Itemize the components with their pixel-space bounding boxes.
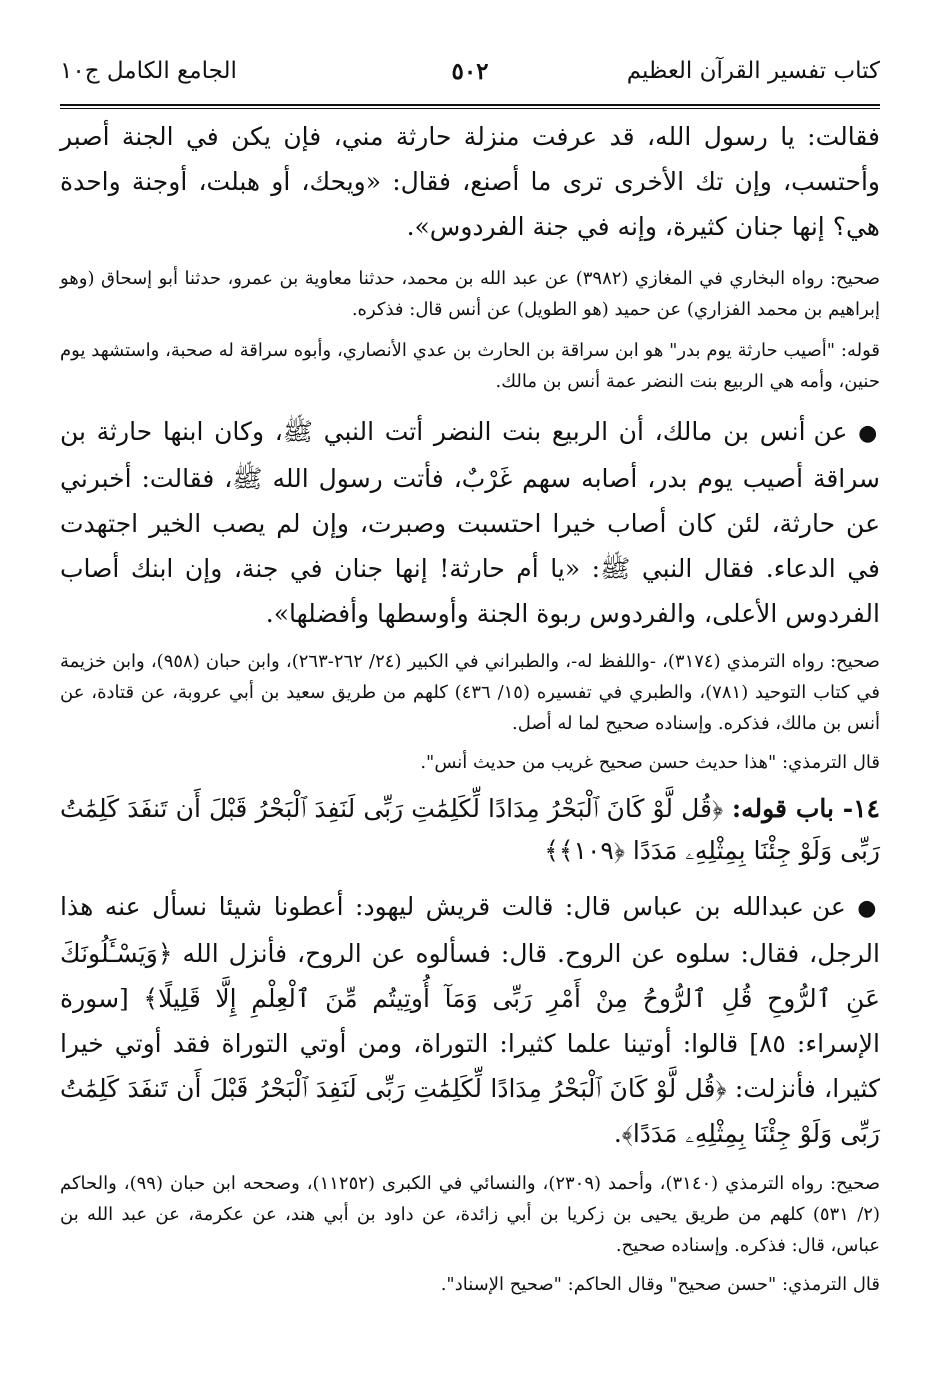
book-title: كتاب تفسير القرآن العظيم <box>626 58 880 84</box>
chapter-label: ١٤- باب قوله: <box>731 794 880 823</box>
tirmidhi-note: قال الترمذي: "حسن صحيح" وقال الحاكم: "صحيح الإسناد". <box>440 1274 880 1295</box>
hadith-text: عن أنس بن مالك، أن الربيع بنت النضر أتت النبي ﷺ، وكان ابنها حارثة بن سراقة أصيب يوم بدر، أصابه سهم غَرْبٌ، فأتت رسول الله ﷺ، فقالت: أخبرني عن حارثة، لئن كان أصاب خيرا احتسبت وصبرت، وإن لم يصب الخير اجتهدت في الدعاء. فقال النبي ﷺ: «يا أم حارثة! إنها جنان في جنة، وإن ابنك أصاب الفردوس الأعلى، والفردوس ربوة الجنة وأوسطها وأفضلها». <box>60 417 880 628</box>
bullet-icon: ● <box>858 421 880 446</box>
header-rule <box>60 104 880 109</box>
hadith-paragraph <box>60 884 880 1156</box>
takhrij-note: صحيح: رواه الترمذي (٣١٧٤)، -واللفظ له-، والطبراني في الكبير (٢٤/ ٢٦٢-٢٦٣)، وابن حبان (٩٥٨)، وابن خزيمة في كتاب التوحيد (٧٨١)، والطبري في تفسيره (١٥/ ٤٣٦) كلهم من طريق سعيد بن أبي عروبة، عن قتادة، عن أنس بن مالك، فذكره. وإسناده صحيح لما له أصل. <box>60 651 880 734</box>
hadith-paragraph <box>60 409 880 636</box>
commentary-note: قوله: "أصيب حارثة يوم بدر" هو ابن سراقة بن الحارث بن عدي الأنصاري، وأبوه سراقة له صحبة، واستشهد يوم حنين، وأمه هي الربيع بنت النضر عمة أنس بن مالك. <box>60 340 880 392</box>
bullet-icon: ● <box>857 896 881 921</box>
quran-verse: ﴿قُل لَّوْ كَانَ ٱلْبَحْرُ مِدَادًا لِّكَلِمَٰتِ رَبِّى لَنَفِدَ ٱلْبَحْرُ قَبْلَ أَن تَنفَدَ كَلِمَٰتُ رَبِّى وَلَوْ جِئْنَا بِمِثْلِهِۦ مَدَدًا ﴿١٠٩﴾﴾ <box>60 794 880 865</box>
takhrij-note: صحيح: رواه الترمذي (٣١٤٠)، وأحمد (٢٣٠٩)، والنسائي في الكبرى (١١٢٥٢)، وصححه ابن حبان (٩٩)، والحاكم (٢/ ٥٣١) كلهم من طريق يحيى بن زكريا بن أبي زائدة، عن داود بن أبي هند، عن عكرمة، عن عبد الله بن عباس، قال: فذكره. وإسناده صحيح. <box>60 1173 880 1256</box>
book-page <box>60 40 880 1300</box>
tirmidhi-note: قال الترمذي: "هذا حديث حسن صحيح غريب من حديث أنس". <box>420 752 880 773</box>
series-title: الجامع الكامل ج١٠ <box>60 58 237 84</box>
page-number: ٥٠٢ <box>451 58 489 85</box>
hadith-text: عن عبدالله بن عباس قال: قالت قريش ليهود: أعطونا شيئا نسأل عنه هذا الرجل، فقال: سلوه عن الروح. قال: فسألوه عن الروح، فأنزل الله ﴿وَيَسْـَٔلُونَكَ عَنِ ٱلرُّوحِ قُلِ ٱلرُّوحُ مِنْ أَمْرِ رَبِّى وَمَآ أُوتِيتُم مِّنَ ٱلْعِلْمِ إِلَّا قَلِيلًا﴾ [سورة الإسراء: ٨٥] قالوا: أوتينا علما كثيرا: التوراة، ومن أوتي التوراة فقد أوتي خيرا كثيرا، فأنزلت: ﴿قُل لَّوْ كَانَ ٱلْبَحْرُ مِدَادًا لِّكَلِمَٰتِ رَبِّى لَنَفِدَ ٱلْبَحْرُ قَبْلَ أَن تَنفَدَ كَلِمَٰتُ رَبِّى وَلَوْ جِئْنَا بِمِثْلِهِۦ مَدَدًا﴾. <box>60 892 880 1148</box>
hadith-text: فقالت: يا رسول الله، قد عرفت منزلة حارثة مني، فإن يكن في الجنة أصبر وأحتسب، وإن تك الأخرى ترى ما أصنع، فقال: «ويحك، أو هبلت، أوجنة واحدة هي؟ إنها جنان كثيرة، وإنه في جنة الفردوس». <box>60 122 880 241</box>
chapter-heading <box>60 788 880 872</box>
page-header <box>60 40 880 104</box>
takhrij-note: صحيح: رواه البخاري في المغازي (٣٩٨٢) عن عبد الله بن محمد، حدثنا معاوية بن عمرو، حدثنا أبو إسحاق (وهو إبراهيم بن محمد الفزاري) عن حميد (هو الطويل) عن أنس قال: فذكره. <box>60 268 881 320</box>
